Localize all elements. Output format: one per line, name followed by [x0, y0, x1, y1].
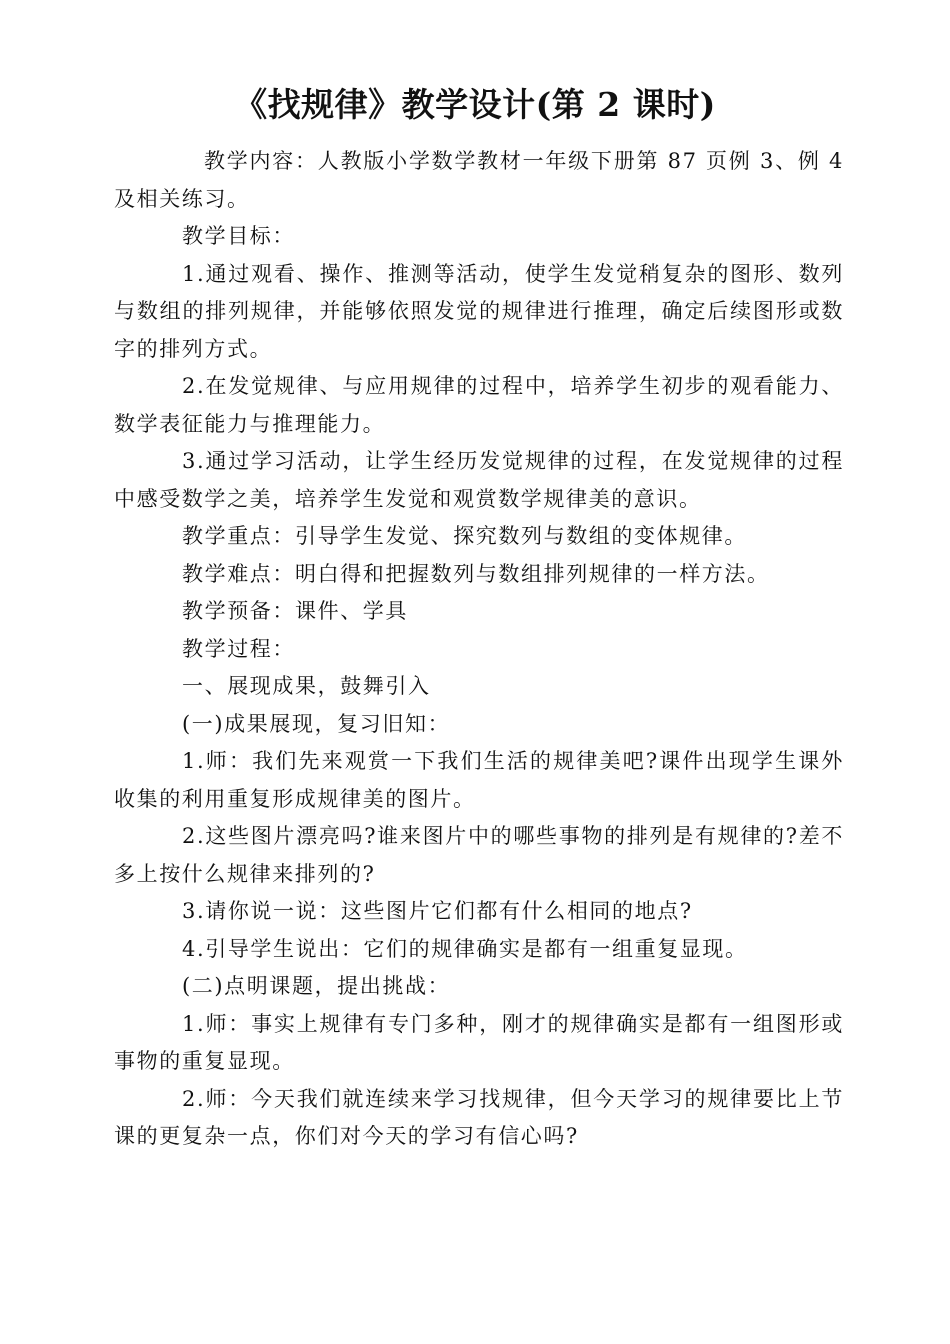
paragraph-difficulties: 教学难点：明白得和把握数列与数组排列规律的一样方法。 — [182, 561, 770, 586]
paragraph-objective-2: 2.在发觉规律、与应用规律的过程中，培养学生初步的观看能力、数学表征能力与推理能力。 — [114, 374, 844, 436]
paragraph-subsection-1-heading: (一)成果展现，复习旧知： — [182, 711, 451, 736]
paragraph-step-1: 1.师：我们先来观赏一下我们生活的规律美吧?课件出现学生课外收集的利用重复形成规律美的图片。 — [114, 749, 844, 811]
paragraph-objective-1: 1.通过观看、操作、推测等活动，使学生发觉稍复杂的图形、数列与数组的排列规律，并能够依照发觉的规律进行推理，确定后续图形或数字的排列方式。 — [114, 261, 844, 361]
paragraph-key-points: 教学重点：引导学生发觉、探究数列与数组的变体规律。 — [182, 524, 747, 548]
paragraph-step-6: 2.师：今天我们就连续来学习找规律，但今天学习的规律要比上节课的更复杂一点，你们对今天的学习有信心吗? — [114, 1086, 844, 1148]
paragraph-section-1-heading: 一、展现成果，鼓舞引入 — [182, 674, 431, 698]
document-body — [114, 143, 844, 1156]
paragraph-step-4: 4.引导学生说出：它们的规律确实是都有一组重复显现。 — [182, 936, 748, 961]
paragraph-step-2: 2.这些图片漂亮吗?谁来图片中的哪些事物的排列是有规律的?差不多上按什么规律来排列的? — [114, 824, 844, 886]
paragraph-teaching-content: 教学内容：人教版小学数学教材一年级下册第 87 页例 3、例 4 及相关练习。 — [114, 149, 844, 211]
paragraph-objective-3: 3.通过学习活动，让学生经历发觉规律的过程，在发觉规律的过程中感受数学之美，培养学生发觉和观赏数学规律美的意识。 — [114, 449, 844, 511]
document-title: 《找规律》教学设计(第 2 课时) — [234, 85, 716, 124]
paragraph-subsection-2-heading: (二)点明课题，提出挑战： — [182, 974, 451, 998]
paragraph-objectives-heading: 教学目标： — [182, 224, 295, 248]
paragraph-preparation: 教学预备：课件、学具 — [182, 599, 408, 623]
paragraph-process-heading: 教学过程： — [182, 636, 295, 661]
paragraph-step-5: 1.师：事实上规律有专门多种，刚才的规律确实是都有一组图形或事物的重复显现。 — [114, 1011, 844, 1073]
paragraph-step-3: 3.请你说一说：这些图片它们都有什么相同的地点? — [182, 899, 693, 923]
